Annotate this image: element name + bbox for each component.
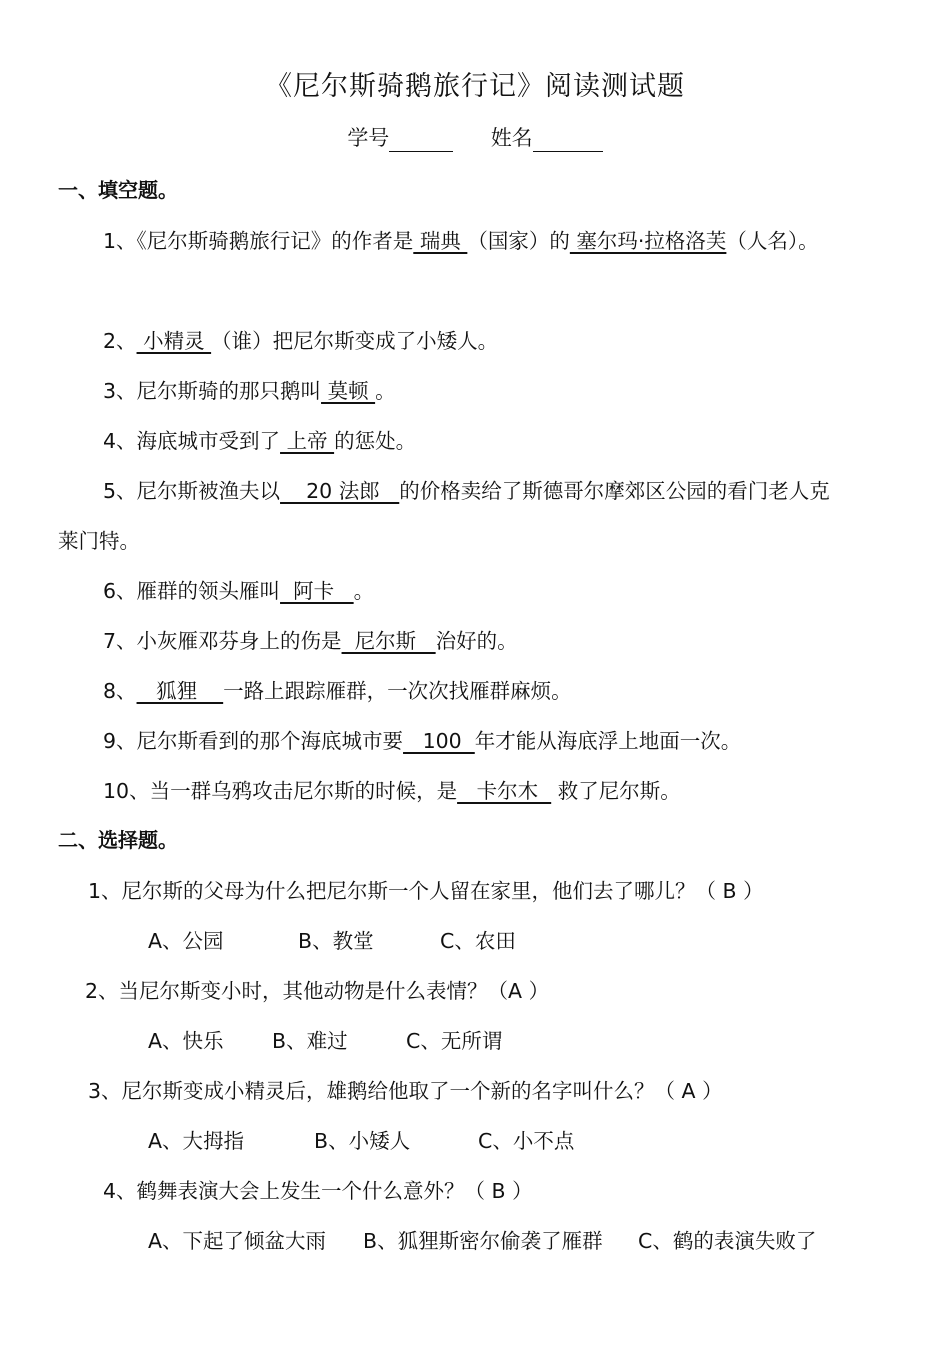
fill-question-4: 4、海底城市受到了 上帝 的惩处。 [103, 429, 417, 453]
student-no-label: 学号 [347, 126, 390, 150]
fill-question-3: 3、尼尔斯骑的那只鹅叫 莫顿 。 [103, 379, 396, 403]
choice-option-a: A、快乐 [148, 1029, 224, 1053]
choice-option-b: B、教堂 [298, 929, 374, 953]
fill-question-6: 6、雁群的领头雁叫 阿卡 。 [103, 579, 375, 603]
answer: 瑞典 [413, 229, 468, 253]
choice-question-3: 3、尼尔斯变成小精灵后，雄鹅给他取了一个新的名字叫什么？（ A ） [88, 1079, 723, 1103]
choice-option-c: C、小不点 [478, 1129, 575, 1153]
fill-question-5-continued: 莱门特。 [58, 529, 140, 553]
choice-option-a: A、公园 [148, 929, 224, 953]
section-heading-fill-blank: 一、填空题。 [58, 178, 178, 202]
choice-option-c: C、鹤的表演失败了 [638, 1229, 817, 1253]
fill-question-7: 7、小灰雁邓芬身上的伤是 尼尔斯 治好的。 [103, 629, 518, 653]
name-label: 姓名 [490, 126, 533, 150]
fill-question-9: 9、尼尔斯看到的那个海底城市要 100 年才能从海底浮上地面一次。 [103, 729, 742, 753]
choice-option-b: B、小矮人 [314, 1129, 411, 1153]
fill-question-5: 5、尼尔斯被渔夫以 20 法郎 的价格卖给了斯德哥尔摩郊区公园的看门老人克 [103, 479, 830, 503]
answer: 狐狸 [136, 679, 224, 703]
choice-option-c: C、无所谓 [406, 1029, 503, 1053]
page-title: 《尼尔斯骑鹅旅行记》阅读测试题 [265, 71, 685, 102]
answer: 莫顿 [321, 379, 376, 403]
answer: 卡尔木 [457, 779, 552, 803]
section-heading-multiple-choice: 二、选择题。 [58, 828, 178, 852]
student-no-blank[interactable] [389, 127, 453, 152]
answer: 阿卡 [280, 579, 354, 603]
choice-question-4: 4、鹤舞表演大会上发生一个什么意外？（ B ） [103, 1179, 533, 1203]
choice-option-b: B、难过 [272, 1029, 348, 1053]
answer: 塞尔玛·拉格洛芙 [569, 229, 727, 253]
choice-option-c: C、农田 [440, 929, 516, 953]
answer: 20 法郎 [280, 479, 400, 503]
fill-question-8: 8、 狐狸 一路上跟踪雁群，一次次找雁群麻烦。 [103, 679, 572, 703]
fill-question-2: 2、 小精灵 （谁）把尼尔斯变成了小矮人。 [103, 329, 499, 353]
choice-option-a: A、大拇指 [148, 1129, 245, 1153]
student-info-line [0, 122, 950, 152]
name-blank[interactable] [533, 127, 603, 152]
fill-question-10: 10、当一群乌鸦攻击尼尔斯的时候，是 卡尔木 救了尼尔斯。 [103, 779, 681, 803]
fill-question-1: 1、《尼尔斯骑鹅旅行记》的作者是 瑞典 （国家）的 塞尔玛·拉格洛芙（人名）。 [103, 229, 819, 253]
answer: 小精灵 [136, 329, 212, 353]
answer: 上帝 [280, 429, 335, 453]
answer: 100 [403, 729, 475, 753]
answer: 尼尔斯 [341, 629, 436, 653]
choice-option-b: B、狐狸斯密尔偷袭了雁群 [363, 1229, 603, 1253]
choice-question-2: 2、当尼尔斯变小时，其他动物是什么表情？（A ） [85, 979, 550, 1003]
choice-option-a: A、下起了倾盆大雨 [148, 1229, 327, 1253]
choice-question-1: 1、尼尔斯的父母为什么把尼尔斯一个人留在家里，他们去了哪儿？（ B ） [88, 879, 764, 903]
